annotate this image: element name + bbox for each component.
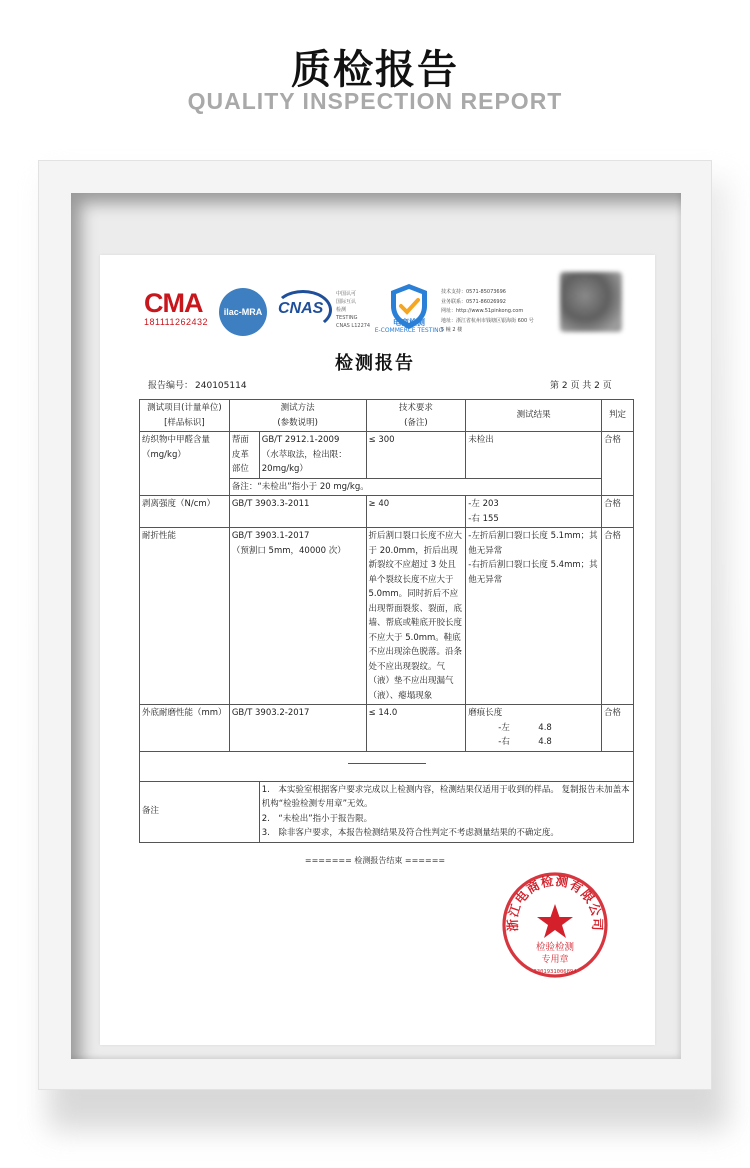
row2-result-right: -右 155: [468, 513, 499, 524]
results-table: [139, 399, 634, 843]
shield-caption-en: E-COMMERCE TESTING: [374, 327, 444, 334]
contact-line: 5 幢 2 楼: [441, 327, 463, 333]
cnas-info-line: 中国认可: [336, 291, 357, 297]
row1-requirement: ≤ 300: [366, 432, 466, 479]
header-method-sub: (参数说明): [277, 417, 318, 428]
cma-number: 181111262432: [144, 317, 209, 327]
contact-line: 网址：http://www.51pinkong.com: [441, 308, 524, 314]
header-item: [140, 400, 230, 432]
report-number: [146, 378, 247, 391]
row1-method-note: （水萃取法，检出限：20mg/kg）: [261, 449, 347, 474]
row1-part: 帮面皮革部位: [229, 432, 259, 479]
notes-label: 备注: [140, 781, 260, 842]
contact-line: 技术支持：0571-85073696: [441, 289, 506, 295]
row1-method-code: GB/T 2912.1-2009: [261, 435, 340, 445]
row4-right-value: 4.8: [538, 737, 552, 747]
shield-caption-cn: 电商检测: [393, 318, 425, 327]
row3-requirement: 折后割口裂口长度不应大于 20.0mm，折后出现新裂纹不应超过 3 处且单个裂纹长度不应大于 5.0mm。同时折后不应出现帮面裂浆、裂面，底墙、帮底或鞋底开胶长度不应大于 5.0mm。鞋底不应出现涂色脱落。沿条处不应出现裂纹。气（液）垫不应出现漏气（液）、瘪塌现象: [366, 528, 466, 705]
seal-center-text-2: 专用章: [541, 955, 569, 965]
report-end-line: ======= 检测报告结束 ======: [304, 856, 446, 865]
row4-right-label: -右: [498, 737, 510, 747]
contact-line: 业务联系：0571-86026992: [441, 298, 506, 305]
cnas-info-line: TESTING: [336, 315, 358, 321]
row3-verdict: 合格: [602, 528, 634, 705]
notes-content: [259, 781, 633, 842]
seal-center-text: 检验检测: [535, 942, 575, 953]
row4-item: 外底耐磨性能（mm）: [140, 705, 230, 752]
header-result: 测试结果: [466, 400, 602, 432]
header-method: [229, 400, 366, 432]
row4-left-label: -左: [498, 722, 510, 733]
cma-logo: [144, 289, 208, 327]
table-row-blank: [140, 751, 634, 781]
blurred-qr-code: [560, 272, 622, 332]
row3-method-code: GB/T 3903.1-2017: [231, 531, 310, 541]
table-row: [140, 528, 634, 705]
row4-verdict: 合格: [602, 705, 634, 752]
row3-method: [229, 528, 366, 705]
note-line: 1. 本实验室根据客户要求完成以上检测内容，检测结果仅适用于收到的样品。 复制报告未加盖本机构“检验检测专用章”无效。: [261, 784, 630, 809]
row4-result: [466, 705, 602, 752]
table-row: [140, 496, 634, 528]
row4-method: GB/T 3903.2-2017: [229, 705, 366, 752]
header-item-sub: [样品标识]: [164, 417, 205, 428]
cnas-logo: [274, 290, 332, 330]
report-number-value: 240105114: [195, 381, 247, 391]
official-seal-stamp: [500, 870, 610, 980]
table-row: [140, 705, 634, 752]
note-line: 3. 除非客户要求，本报告检测结果及符合性判定不考虑测量结果的不确定度。: [261, 828, 559, 838]
header-verdict: 判定: [602, 400, 634, 432]
cnas-info-line: 国际互认: [336, 299, 357, 305]
page-subtitle: QUALITY INSPECTION REPORT: [187, 88, 563, 114]
row2-result-left: -左 203: [468, 499, 499, 509]
blank-divider: [348, 763, 426, 764]
contact-line: 地址：浙江省杭州市钱塘区银海街 600 号: [441, 317, 534, 324]
page-info: 第 2 页 共 2 页: [550, 381, 612, 391]
contact-info: [441, 288, 561, 336]
table-header-row: [140, 400, 634, 432]
row4-result-label: 磨痕长度: [468, 708, 503, 718]
row3-item: 耐折性能: [140, 528, 230, 705]
seal-number: 3301931006894: [533, 969, 577, 975]
row3-result-left: -左折后割口裂口长度 5.1mm；其他无异常: [468, 531, 598, 556]
row3-result: [466, 528, 602, 705]
seal-ring-text: 浙江电商检测有限公司: [504, 872, 606, 932]
cma-logo-text: CMA: [144, 288, 203, 318]
row2-method: GB/T 3903.3-2011: [229, 496, 366, 528]
row4-requirement: ≤ 14.0: [366, 705, 466, 752]
row1-item: 纺织物中甲醛含量（mg/kg）: [140, 432, 230, 496]
cnas-logo-text: CNAS: [278, 300, 324, 317]
row2-requirement: ≥ 40: [366, 496, 466, 528]
row1-remark: 备注：“未检出”指小于 20 mg/kg。: [229, 478, 601, 496]
header-requirement-sub: (备注): [404, 417, 428, 428]
report-number-label: 报告编号：: [148, 381, 194, 391]
blank-row: [140, 751, 634, 781]
row3-method-note: （预割口 5mm，40000 次）: [231, 545, 346, 556]
ilac-mra-logo: ilac-MRA: [219, 288, 267, 336]
row4-left-value: 4.8: [538, 722, 552, 733]
row1-method: [259, 432, 366, 479]
header-requirement: [366, 400, 466, 432]
note-line: 2. “未检出”指小于报告限。: [261, 813, 373, 824]
cnas-info: [336, 290, 376, 330]
cnas-info-line: CNAS L12274: [336, 323, 371, 329]
header-method-text: 测试方法: [280, 403, 315, 413]
row1-verdict: 合格: [602, 432, 634, 496]
cnas-info-line: 检测: [336, 307, 347, 313]
report-title: 检测报告: [335, 353, 415, 374]
header-requirement-text: 技术要求: [398, 403, 433, 413]
page-title: 质检报告: [291, 47, 459, 93]
table-row: [140, 432, 634, 479]
row2-item: 剥离强度（N/cm）: [140, 496, 230, 528]
row3-result-right: -右折后割口裂口长度 5.4mm；其他无异常: [468, 560, 598, 585]
row2-verdict: 合格: [602, 496, 634, 528]
shield-caption: [374, 319, 444, 334]
row2-result: [466, 496, 602, 528]
notes-row: [140, 781, 634, 842]
header-item-text: 测试项目(计量单位): [147, 403, 222, 413]
row1-result: 未检出: [466, 432, 602, 479]
